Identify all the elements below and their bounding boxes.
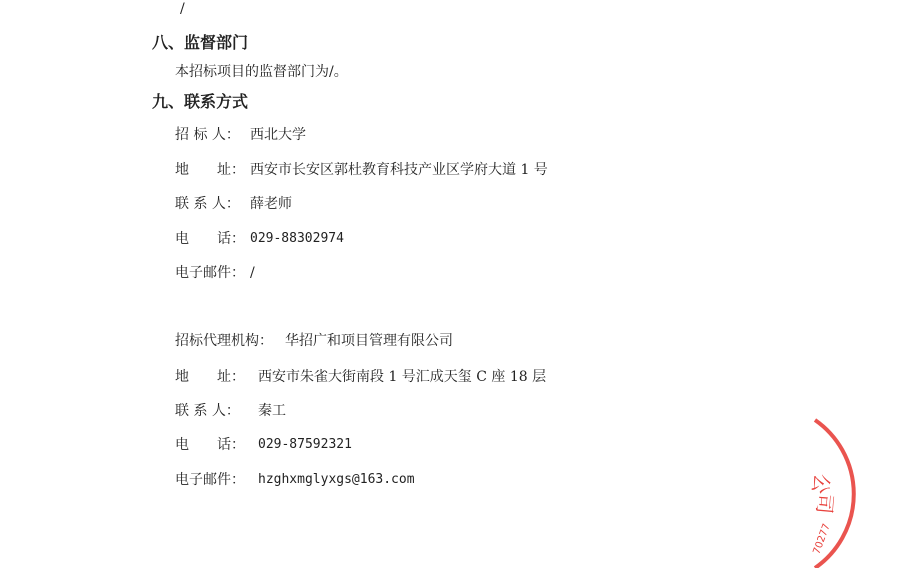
agency-value: 华招广和项目管理有限公司 bbox=[285, 333, 453, 349]
top-fragment: / bbox=[180, 1, 185, 17]
agency-email-label: 电子邮件： bbox=[175, 472, 245, 488]
agency-address-label: 地 址： bbox=[175, 369, 245, 385]
agency-phone-value: 029-87592321 bbox=[258, 437, 352, 452]
tenderer-email-value: / bbox=[250, 265, 255, 281]
agency-phone-label: 电 话： bbox=[175, 437, 245, 453]
company-seal-stamp bbox=[760, 400, 899, 568]
tenderer-contact-label: 联 系 人： bbox=[175, 196, 240, 212]
tenderer-label: 招 标 人： bbox=[175, 127, 240, 143]
tenderer-address-label: 地 址： bbox=[175, 162, 245, 178]
svg-text:司: 司 bbox=[812, 492, 838, 515]
tenderer-value: 西北大学 bbox=[250, 127, 306, 143]
section-8-body: 本招标项目的监督部门为/。 bbox=[175, 64, 348, 80]
tenderer-address-value: 西安市长安区郭杜教育科技产业区学府大道 1 号 bbox=[250, 162, 548, 178]
svg-text:公: 公 bbox=[807, 471, 835, 496]
agency-contact-label: 联 系 人： bbox=[175, 403, 240, 419]
agency-contact-value: 秦工 bbox=[258, 403, 286, 419]
tenderer-phone-value: 029-88302974 bbox=[250, 231, 344, 246]
svg-text:70277: 70277 bbox=[811, 522, 833, 556]
section-9-heading: 九、联系方式 bbox=[152, 92, 249, 111]
agency-address-value: 西安市朱雀大街南段 1 号汇成天玺 C 座 18 层 bbox=[258, 369, 547, 385]
agency-email-value: hzghxmglyxgs@163.com bbox=[258, 472, 415, 487]
agency-label: 招标代理机构： bbox=[175, 333, 273, 349]
tenderer-email-label: 电子邮件： bbox=[175, 265, 245, 281]
section-8-heading: 八、监督部门 bbox=[152, 33, 249, 52]
tenderer-phone-label: 电 话： bbox=[175, 231, 245, 247]
tenderer-contact-value: 薛老师 bbox=[250, 196, 292, 212]
